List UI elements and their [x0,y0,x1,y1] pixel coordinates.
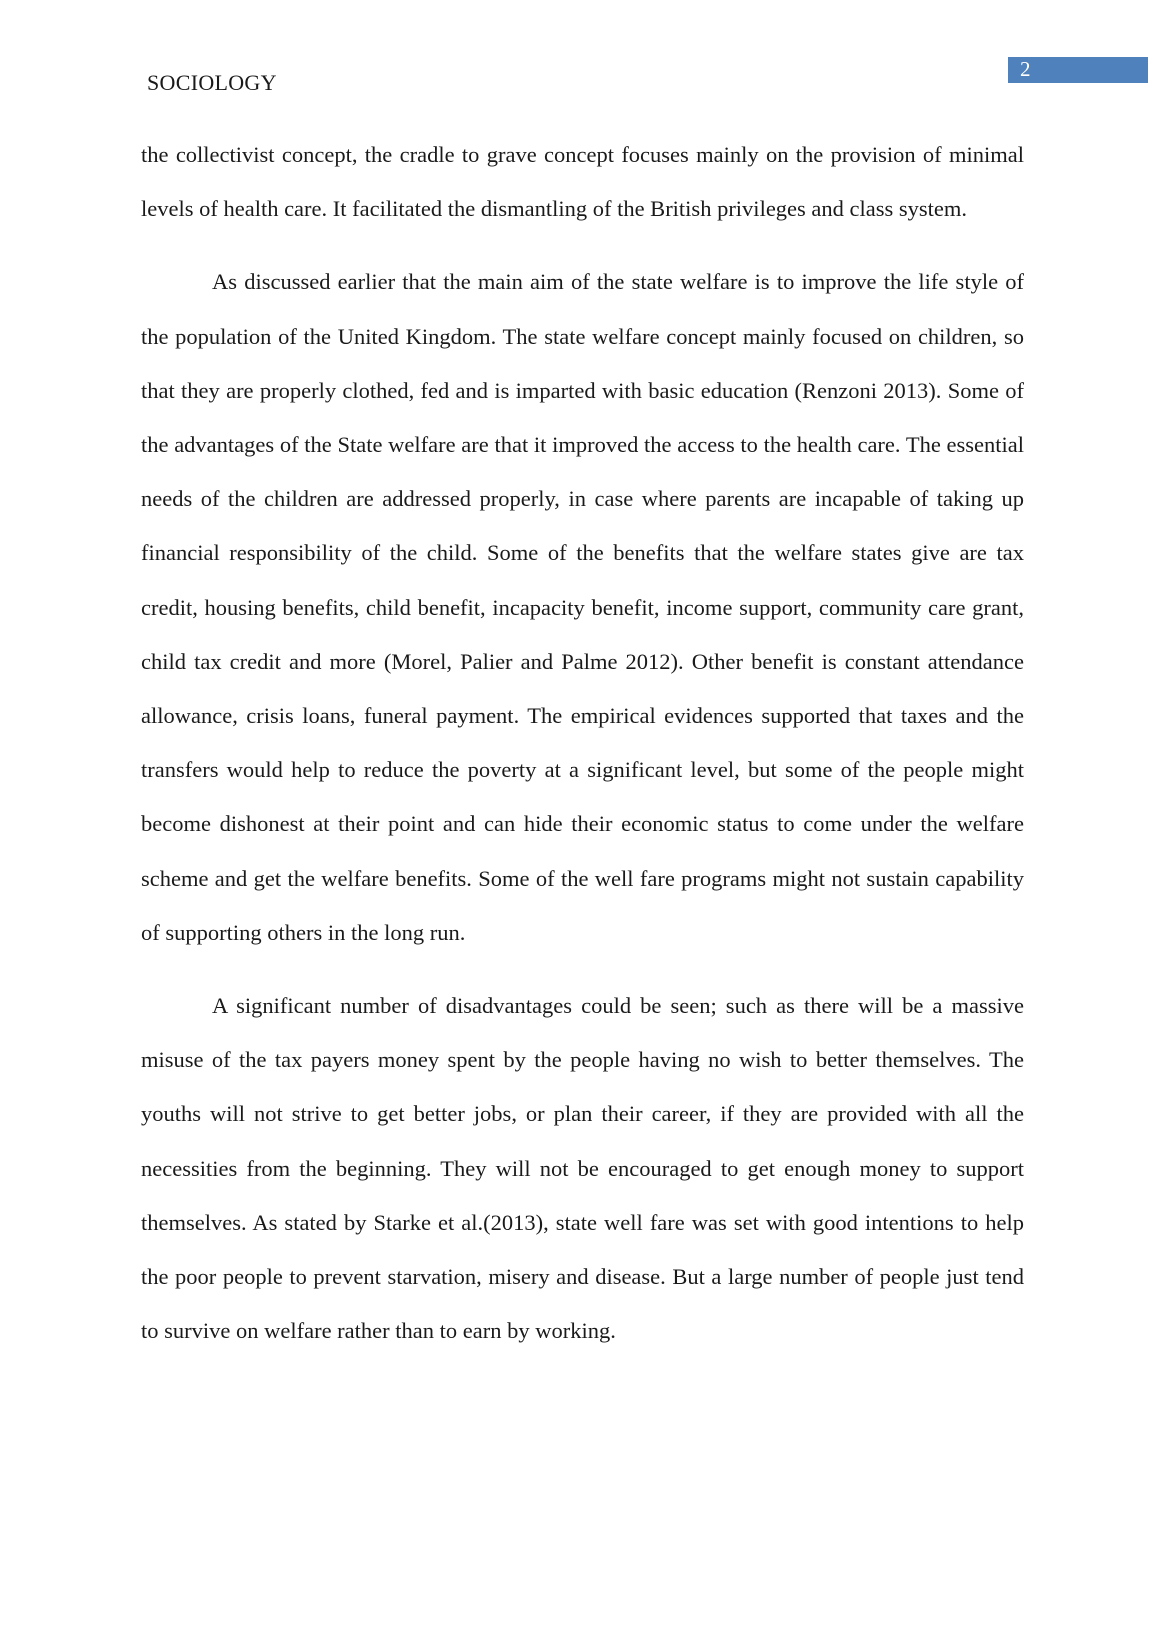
paragraph-continuation: the collectivist concept, the cradle to grave concept focuses mainly on the provision of minimal levels of health care. It facilitated the dismantling of the British privileges and class system. [141,142,1024,222]
running-header-title: SOCIOLOGY [147,70,277,95]
paragraph-state-welfare-advantages: As discussed earlier that the main aim of the state welfare is to improve the life style of the population of the United Kingdom. The state welfare concept mainly focused on children, so that they are properly clothed, fed and is imparted with basic education (Renzoni 2013). Some of the advantages of the State welfare are that it improved the access to the health care. The essential needs of the children are addressed properly, in case where parents are incapable of taking up financial responsibility of the child. Some of the benefits that the welfare states give are tax credit, housing benefits, child benefit, incapacity benefit, income support, community care grant, child tax credit and more (Morel, Palier and Palme 2012). Other benefit is constant attendance allowance, crisis loans, funeral payment. The empirical evidences supported that taxes and the transfers would help to reduce the poverty at a significant level, but some of the people might become dishonest at their point and can hide their economic status to come under the welfare scheme and get the welfare benefits. Some of the well fare programs might not sustain capability of supporting others in the long run. [141,269,1024,945]
page-number: 2 [1020,57,1031,81]
document-body [141,128,1024,1358]
page-number-bar [1008,57,1148,83]
paragraph-disadvantages: A significant number of disadvantages could be seen; such as there will be a massive misuse of the tax payers money spent by the people having no wish to better themselves. The youths will not strive to get better jobs, or plan their career, if they are provided with all the necessities from the beginning. They will not be encouraged to get enough money to support themselves. As stated by Starke et al.(2013), state well fare was set with good intentions to help the poor people to prevent starvation, misery and disease. But a large number of people just tend to survive on welfare rather than to earn by working. [141,993,1024,1344]
